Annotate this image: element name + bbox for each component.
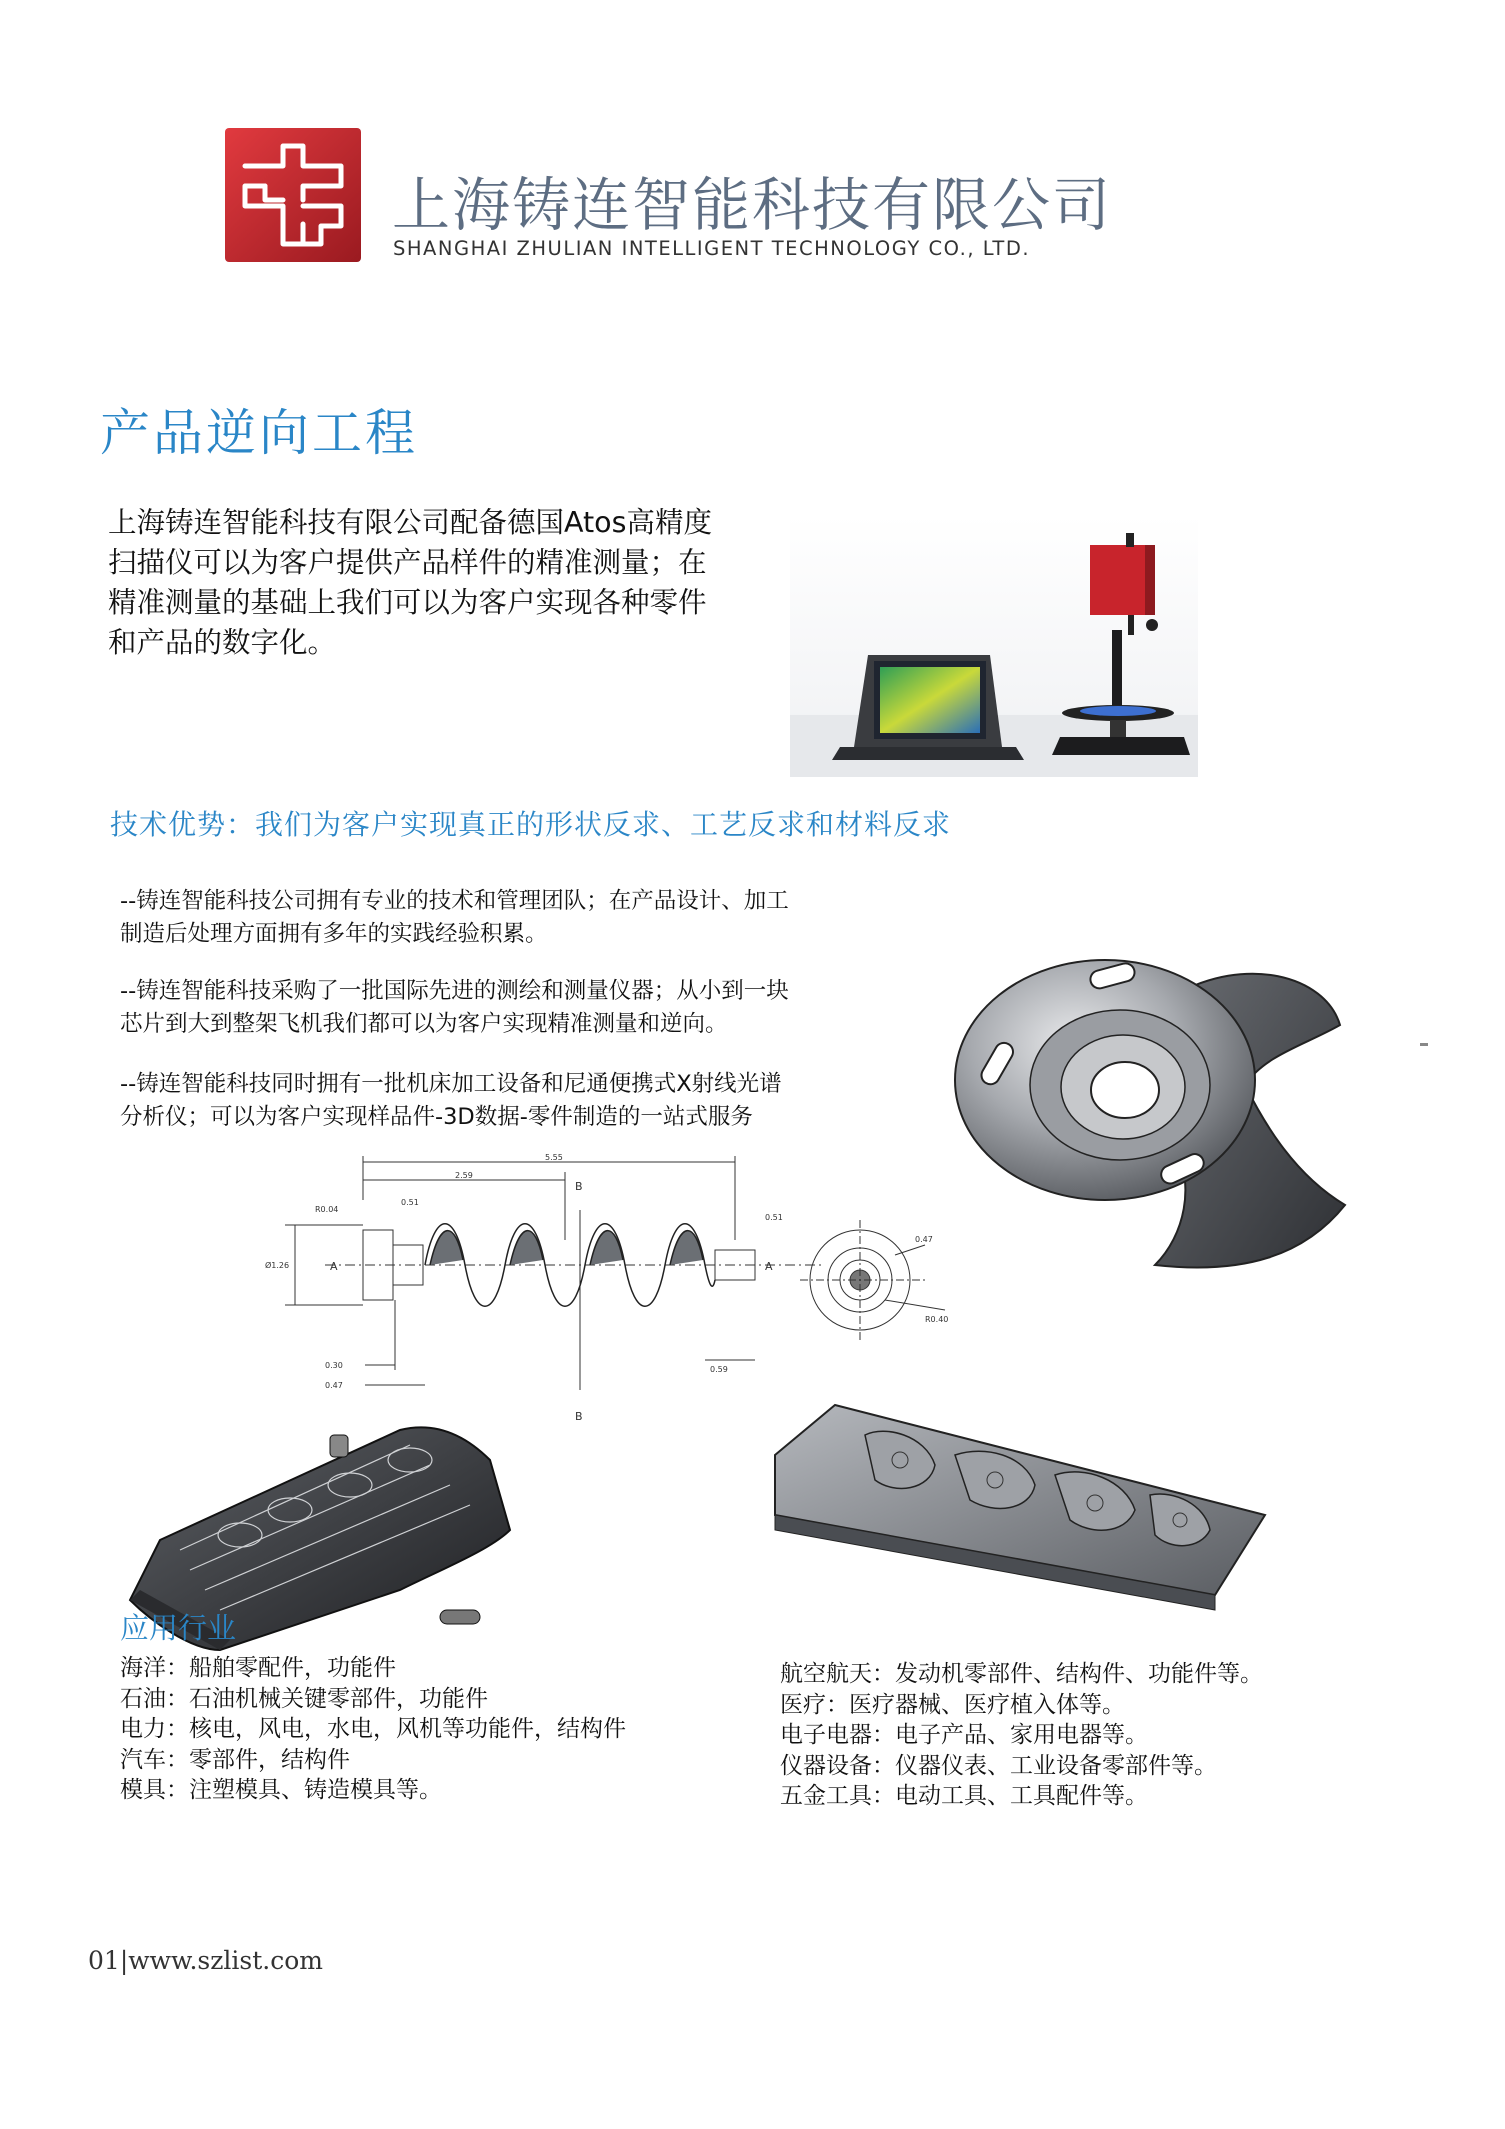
dim-label: 5.55: [545, 1153, 563, 1162]
dim-label: 0.59: [710, 1365, 728, 1374]
paragraph-line: --铸连智能科技同时拥有一批机床加工设备和尼通便携式X射线光谱: [120, 1071, 782, 1097]
dim-label: 0.30: [325, 1361, 343, 1370]
page-footer: [88, 1946, 323, 1975]
paragraph-line: 芯片到大到整架飞机我们都可以为客户实现精准测量和逆向。: [120, 1011, 728, 1037]
dim-label: R0.04: [315, 1205, 339, 1214]
advantage-paragraph: [120, 885, 900, 951]
cad-mold-core-image: [755, 1395, 1275, 1610]
page-number: 01: [88, 1946, 120, 1975]
dim-label: B: [575, 1180, 583, 1193]
dim-label: 0.47: [915, 1235, 933, 1244]
list-item: 模具：注塑模具、铸造模具等。: [120, 1777, 442, 1803]
list-item: 电力：核电，风电，水电，风机等功能件，结构件: [120, 1716, 626, 1742]
applications-list-right: [780, 1659, 1263, 1812]
dim-label: A: [330, 1260, 338, 1273]
list-item: 航空航天：发动机零部件、结构件、功能件等。: [780, 1661, 1263, 1687]
list-item: 汽车：零部件，结构件: [120, 1746, 350, 1773]
dim-label: B: [575, 1410, 583, 1423]
dim-label: 0.51: [765, 1213, 783, 1222]
dim-label: Ø1.26: [265, 1261, 290, 1270]
dim-label: A: [765, 1260, 773, 1273]
list-item: 医疗：医疗器械、医疗植入体等。: [780, 1691, 1125, 1718]
stray-mark: [1420, 1043, 1428, 1046]
atos-scanner-photo: [790, 515, 1198, 777]
cad-pump-housing-image: [945, 935, 1365, 1280]
paragraph-line: --铸连智能科技采购了一批国际先进的测绘和测量仪器；从小到一块: [120, 978, 789, 1004]
footer-divider: |: [119, 1946, 129, 1975]
paragraph-line: 制造后处理方面拥有多年的实践经验积累。: [120, 921, 548, 947]
list-item: 仪器设备：仪器仪表、工业设备零部件等。: [780, 1752, 1217, 1779]
company-name-cn: 上海铸连智能科技有限公司: [392, 171, 1113, 239]
worm-screw-drawing: [225, 1150, 949, 1430]
dim-label: 2.59: [455, 1171, 473, 1180]
intro-paragraph: [108, 503, 758, 663]
list-item: 海洋：船舶零配件，功能件: [120, 1655, 396, 1681]
zhulian-logo-icon: [225, 128, 361, 262]
website-link[interactable]: www.szlist.com: [128, 1946, 324, 1975]
applications-list-left: [120, 1653, 626, 1806]
dim-label: R0.40: [925, 1315, 949, 1324]
paragraph-line: --铸连智能科技公司拥有专业的技术和管理团队；在产品设计、加工: [120, 888, 789, 914]
dim-label: 0.51: [401, 1198, 419, 1207]
intro-line: 精准测量的基础上我们可以为客户实现各种零件: [108, 586, 707, 619]
intro-line: 扫描仪可以为客户提供产品样件的精准测量；在: [108, 546, 707, 579]
intro-line: 上海铸连智能科技有限公司配备德国Atos高精度: [108, 506, 712, 539]
page-title: 产品逆向工程: [100, 404, 418, 462]
dim-label: 0.47: [325, 1381, 343, 1390]
advantage-paragraph: [120, 1068, 900, 1134]
advantage-heading: 技术优势：我们为客户实现真正的形状反求、工艺反求和材料反求: [110, 808, 952, 841]
list-item: 电子电器：电子产品、家用电器等。: [780, 1722, 1148, 1748]
intro-line: 和产品的数字化。: [108, 626, 337, 659]
company-name-en: SHANGHAI ZHULIAN INTELLIGENT TECHNOLOGY CO., LTD.: [393, 237, 1031, 260]
advantage-paragraph: [120, 975, 900, 1041]
paragraph-line: 分析仪；可以为客户实现样品件-3D数据-零件制造的一站式服务: [120, 1104, 753, 1130]
applications-heading: 应用行业: [120, 1611, 237, 1645]
list-item: 石油：石油机械关键零部件，功能件: [120, 1685, 488, 1712]
list-item: 五金工具：电动工具、工具配件等。: [780, 1783, 1148, 1809]
